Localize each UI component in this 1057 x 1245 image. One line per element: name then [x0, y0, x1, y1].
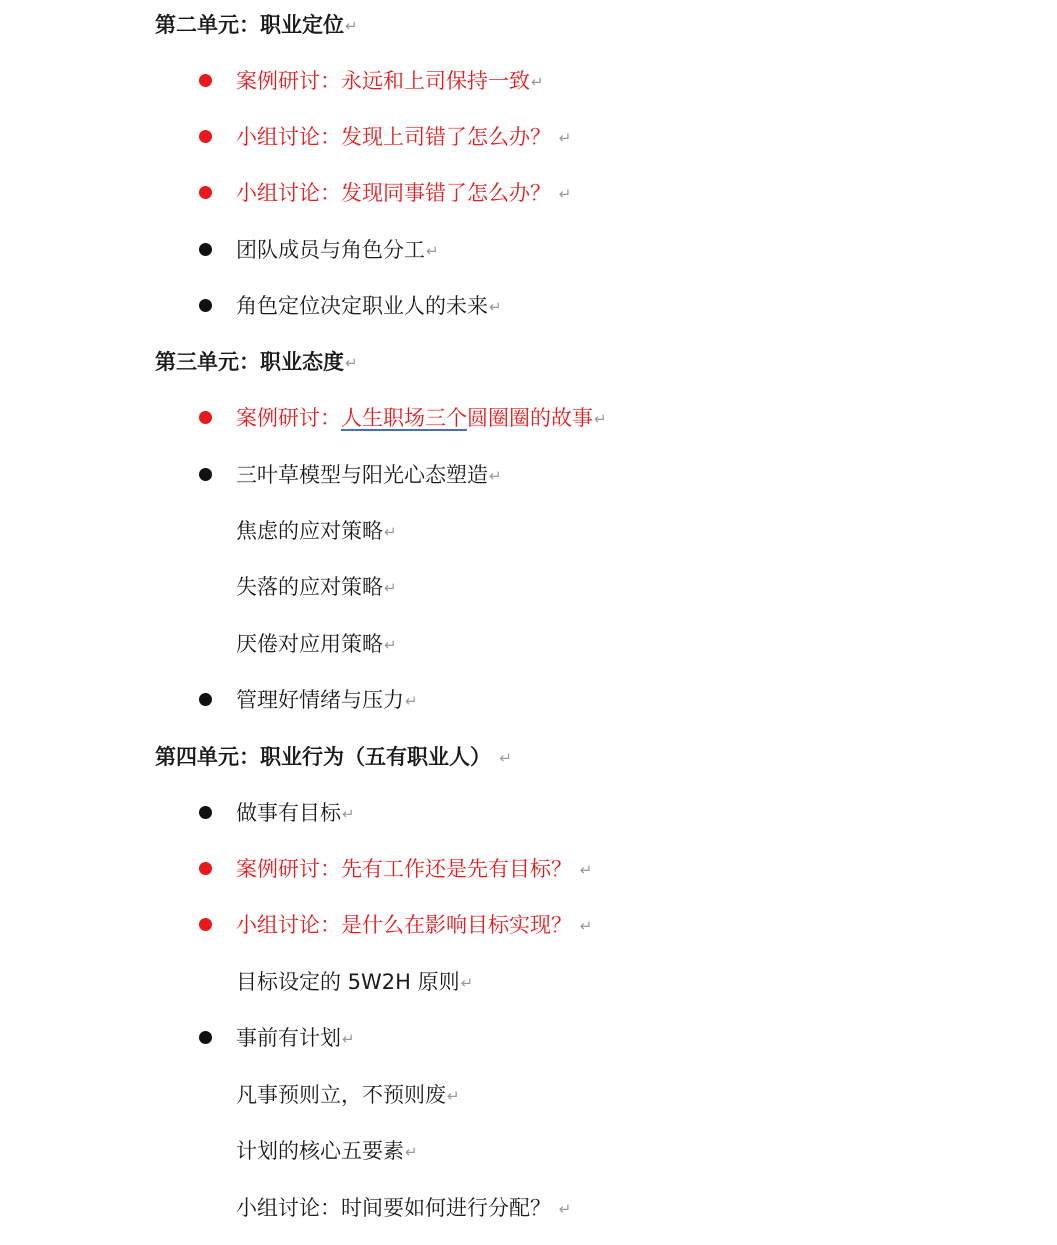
list-item-text: 焦虑的应对策略: [236, 519, 383, 543]
heading-text: 第二单元：职业定位: [155, 13, 344, 37]
bullet-icon: [199, 411, 212, 424]
list-item: [236, 1188, 571, 1228]
list-item: [236, 1131, 418, 1171]
list-item: [236, 455, 502, 495]
list-item: [236, 398, 607, 438]
list-item-text: 事前有计划: [236, 1026, 341, 1050]
list-item-text: 团队成员与角色分工: [236, 238, 425, 262]
paragraph-mark-icon: ↵: [579, 917, 593, 935]
list-item: [236, 61, 544, 101]
case-prefix-text: 案例研讨：: [236, 406, 341, 430]
paragraph-mark-icon: ↵: [345, 354, 358, 372]
list-item-text: 小组讨论：是什么在影响目标实现？: [236, 913, 572, 937]
paragraph-mark-icon: ↵: [384, 579, 397, 597]
list-item-text: 做事有目标: [236, 801, 341, 825]
bullet-icon: [199, 299, 212, 312]
paragraph-mark-icon: ↵: [405, 1143, 418, 1161]
heading-text: 第四单元：职业行为（五有职业人）: [155, 745, 491, 769]
paragraph-mark-icon: ↵: [384, 636, 397, 654]
list-item-text: 案例研讨：先有工作还是先有目标？: [236, 857, 572, 881]
bullet-icon: [199, 243, 212, 256]
paragraph-mark-icon: ↵: [384, 523, 397, 541]
paragraph-mark-icon: ↵: [426, 242, 439, 260]
case-suffix-text: 圆圈圈的故事: [467, 406, 593, 430]
list-item: [236, 962, 473, 1002]
paragraph-mark-icon: ↵: [489, 298, 502, 316]
list-item: [236, 905, 592, 945]
list-item-text: 管理好情绪与压力: [236, 688, 404, 712]
list-item: [236, 680, 418, 720]
list-item: [236, 230, 439, 270]
list-item-text: 目标设定的 5W2H 原则: [236, 970, 460, 994]
bullet-icon: [199, 806, 212, 819]
bullet-icon: [199, 130, 212, 143]
paragraph-mark-icon: ↵: [447, 1087, 460, 1105]
list-item-text: 小组讨论：发现上司错了怎么办？: [236, 125, 551, 149]
list-item-text: 角色定位决定职业人的未来: [236, 294, 488, 318]
bullet-icon: [199, 918, 212, 931]
bullet-icon: [199, 468, 212, 481]
paragraph-mark-icon: ↵: [342, 805, 355, 823]
paragraph-mark-icon: ↵: [531, 73, 544, 91]
list-item-text: 厌倦对应用策略: [236, 632, 383, 656]
section-heading-unit2: [155, 5, 358, 45]
paragraph-mark-icon: ↵: [499, 749, 512, 767]
bullet-icon: [199, 186, 212, 199]
section-heading-unit4: [155, 737, 512, 777]
list-item: [236, 117, 571, 157]
list-item: [236, 793, 355, 833]
list-item: [236, 624, 397, 664]
list-item: [236, 849, 592, 889]
bullet-icon: [199, 1031, 212, 1044]
section-heading-unit3: [155, 342, 358, 382]
list-item-text: 失落的应对策略: [236, 575, 383, 599]
list-item-text: 案例研讨：永远和上司保持一致: [236, 69, 530, 93]
paragraph-mark-icon: ↵: [594, 410, 607, 428]
paragraph-mark-icon: ↵: [345, 17, 358, 35]
paragraph-mark-icon: ↵: [405, 692, 418, 710]
list-item: [236, 511, 397, 551]
list-item: [236, 173, 571, 213]
bullet-icon: [199, 693, 212, 706]
list-item: [236, 1075, 460, 1115]
paragraph-mark-icon: ↵: [558, 129, 572, 147]
paragraph-mark-icon: ↵: [558, 1200, 572, 1218]
list-item-text: 计划的核心五要素: [236, 1139, 404, 1163]
paragraph-mark-icon: ↵: [579, 861, 593, 879]
paragraph-mark-icon: ↵: [460, 974, 474, 992]
bullet-icon: [199, 74, 212, 87]
list-item: [236, 567, 397, 607]
underlined-text: 人生职场三个: [341, 406, 467, 430]
list-item-text: 凡事预则立，不预则废: [236, 1083, 446, 1107]
heading-text: 第三单元：职业态度: [155, 350, 344, 374]
list-item-text: 小组讨论：时间要如何进行分配？: [236, 1196, 551, 1220]
list-item: [236, 286, 502, 326]
paragraph-mark-icon: ↵: [342, 1030, 355, 1048]
paragraph-mark-icon: ↵: [489, 467, 502, 485]
list-item-text: 三叶草模型与阳光心态塑造: [236, 463, 488, 487]
list-item: [236, 1018, 355, 1058]
paragraph-mark-icon: ↵: [558, 185, 572, 203]
list-item-text: 小组讨论：发现同事错了怎么办？: [236, 181, 551, 205]
bullet-icon: [199, 862, 212, 875]
